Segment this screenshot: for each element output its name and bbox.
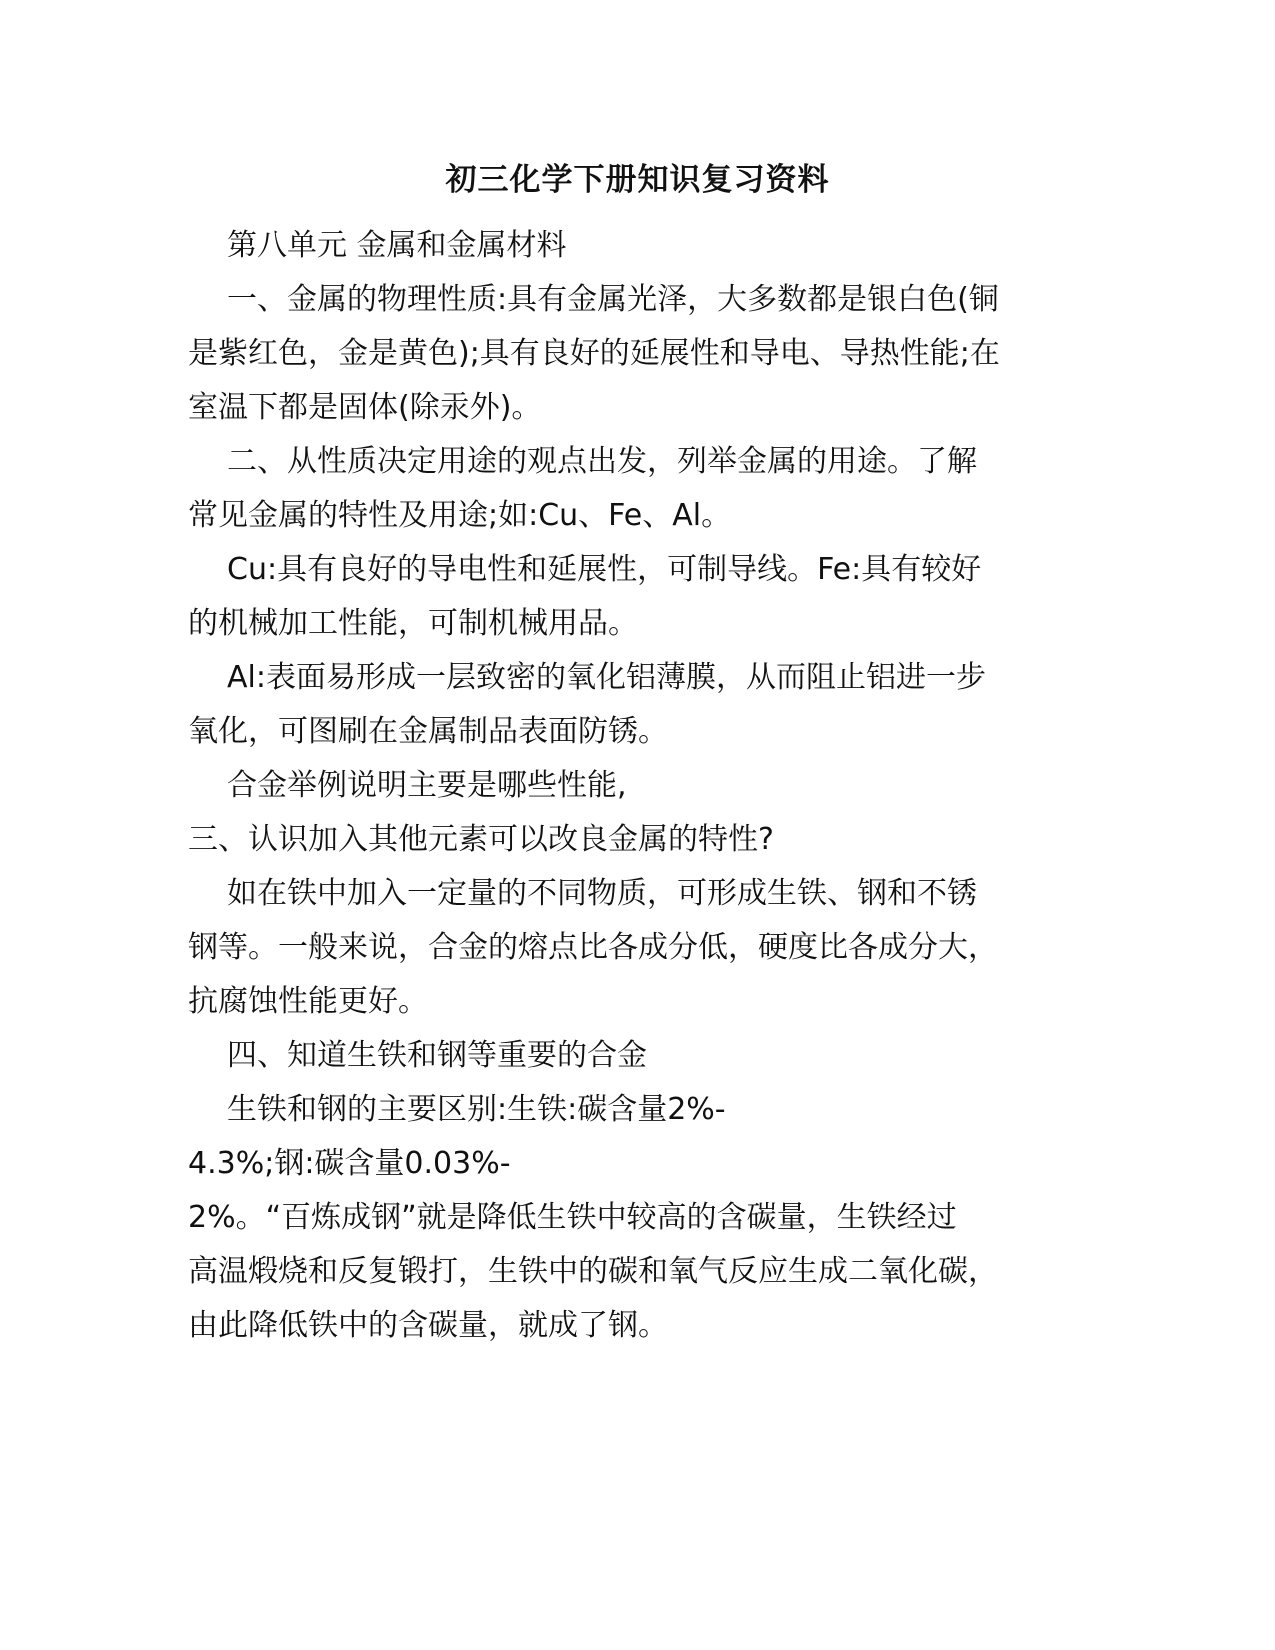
- text-line: 由此降低铁中的含碳量，就成了钢。: [188, 1308, 668, 1343]
- text-line: 2%。“百炼成钢”就是降低生铁中较高的含碳量，生铁经过: [188, 1200, 957, 1235]
- text-line: 室温下都是固体(除汞外)。: [188, 390, 542, 425]
- text-line: 钢等。一般来说，合金的熔点比各成分低，硬度比各成分大，: [188, 930, 998, 965]
- text-line: 二、从性质决定用途的观点出发，列举金属的用途。了解: [227, 444, 977, 479]
- text-line: 如在铁中加入一定量的不同物质，可形成生铁、钢和不锈: [227, 876, 977, 911]
- text-line: 是紫红色，金是黄色);具有良好的延展性和导电、导热性能;在: [188, 336, 1000, 371]
- text-line: 一、金属的物理性质:具有金属光泽，大多数都是银白色(铜: [227, 282, 999, 317]
- text-line: 的机械加工性能，可制机械用品。: [188, 606, 638, 641]
- text-line: Cu:具有良好的导电性和延展性，可制导线。Fe:具有较好: [227, 552, 982, 587]
- text-line: 生铁和钢的主要区别:生铁:碳含量2%-: [227, 1092, 726, 1127]
- document-title: 初三化学下册知识复习资料: [445, 162, 830, 198]
- text-line: 第八单元 金属和金属材料: [227, 228, 567, 263]
- text-line: 四、知道生铁和钢等重要的合金: [227, 1038, 647, 1073]
- text-line: 常见金属的特性及用途;如:Cu、Fe、Al。: [188, 498, 732, 533]
- text-line: 合金举例说明主要是哪些性能,: [227, 768, 627, 803]
- text-line: Al:表面易形成一层致密的氧化铝薄膜，从而阻止铝进一步: [227, 660, 986, 695]
- text-line: 抗腐蚀性能更好。: [188, 984, 428, 1019]
- text-line: 高温煅烧和反复锻打，生铁中的碳和氧气反应生成二氧化碳，: [188, 1254, 998, 1289]
- text-line: 氧化，可图刷在金属制品表面防锈。: [188, 714, 668, 749]
- text-line: 4.3%;钢:碳含量0.03%-: [188, 1146, 511, 1181]
- text-line: 三、认识加入其他元素可以改良金属的特性?: [188, 822, 774, 857]
